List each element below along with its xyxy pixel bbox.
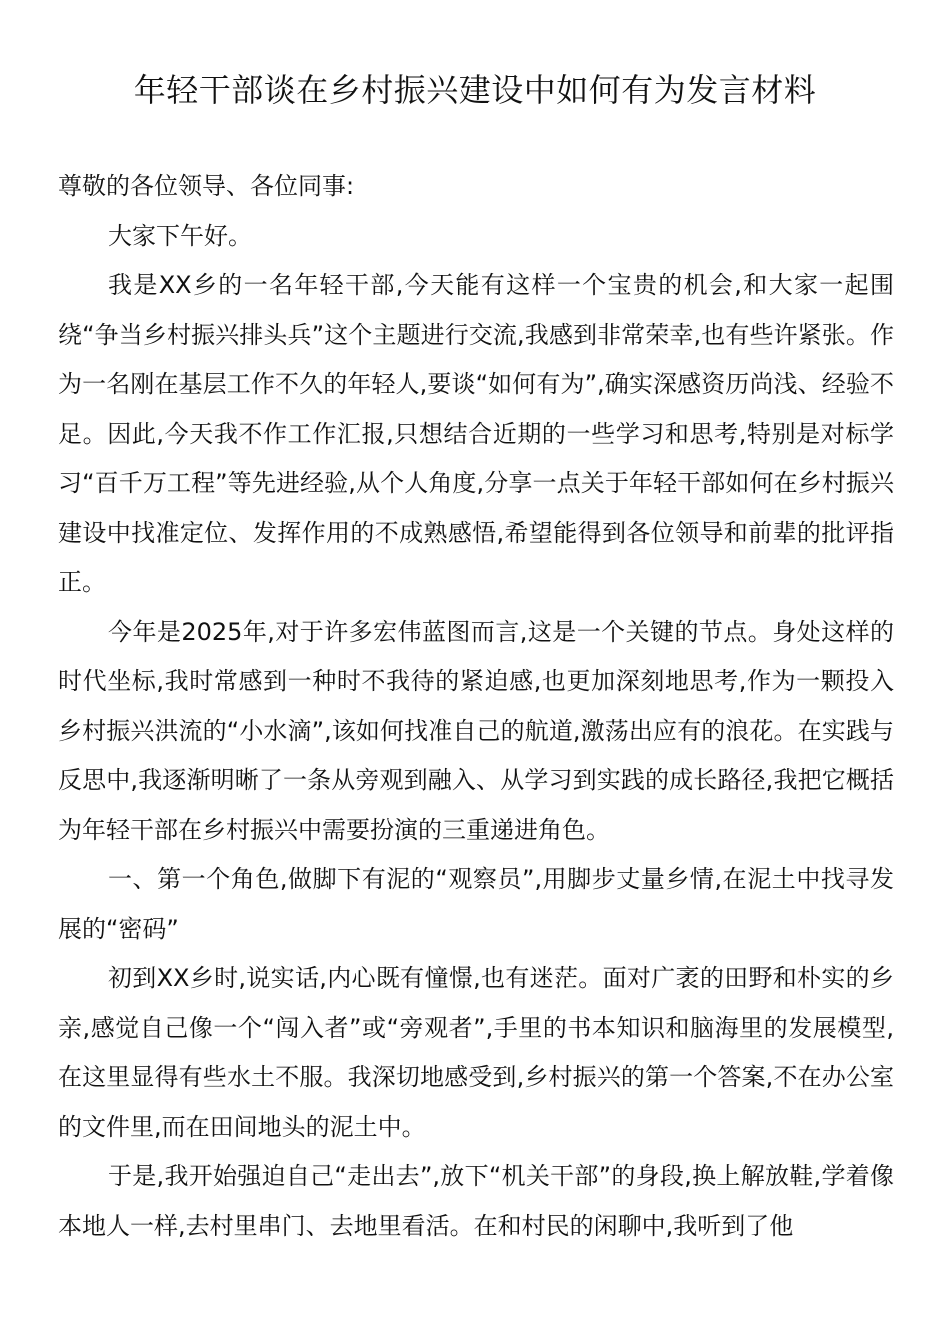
document-body: [58, 162, 894, 1251]
paragraph-greeting: 大家下午好。: [108, 221, 252, 250]
paragraph-section-1-b: 于是,我开始强迫自己“走出去”,放下“机关干部”的身段,换上解放鞋,学着像本地人一样,去村里串门、去地里看活。在和村民的闲聊中,我听到了他: [58, 1162, 894, 1240]
document-title: 年轻干部谈在乡村振兴建设中如何有为发言材料: [133, 71, 817, 109]
paragraph-context: 今年是2025年,对于许多宏伟蓝图而言,这是一个关键的节点。身处这样的时代坐标,我时常感到一种时不我待的紧迫感,也更加深刻地思考,作为一颗投入乡村振兴洪流的“小水滴”,该如何找准自己的航道,激荡出应有的浪花。在实践与反思中,我逐渐明晰了一条从旁观到融入、从学习到实践的成长路径,我把它概括为年轻干部在乡村振兴中需要扮演的三重递进角色。: [58, 617, 894, 844]
section-heading-1: 一、第一个角色,做脚下有泥的“观察员”,用脚步丈量乡情,在泥土中找寻发展的“密码”: [58, 865, 894, 943]
paragraph-introduction: 我是XX乡的一名年轻干部,今天能有这样一个宝贵的机会,和大家一起围绕“争当乡村振兴排头兵”这个主题进行交流,我感到非常荣幸,也有些许紧张。作为一名刚在基层工作不久的年轻人,要谈“如何有为”,确实深感资历尚浅、经验不足。因此,今天我不作工作汇报,只想结合近期的一些学习和思考,特别是对标学习“百千万工程”等先进经验,从个人角度,分享一点关于年轻干部如何在乡村振兴建设中找准定位、发挥作用的不成熟感悟,希望能得到各位领导和前辈的批评指正。: [58, 271, 894, 596]
salutation: 尊敬的各位领导、各位同事:: [58, 172, 355, 200]
paragraph-section-1-a: 初到XX乡时,说实话,内心既有憧憬,也有迷茫。面对广袤的田野和朴实的乡亲,感觉自己像一个“闯入者”或“旁观者”,手里的书本知识和脑海里的发展模型,在这里显得有些水土不服。我深切地感受到,乡村振兴的第一个答案,不在办公室的文件里,而在田间地头的泥土中。: [58, 964, 894, 1141]
